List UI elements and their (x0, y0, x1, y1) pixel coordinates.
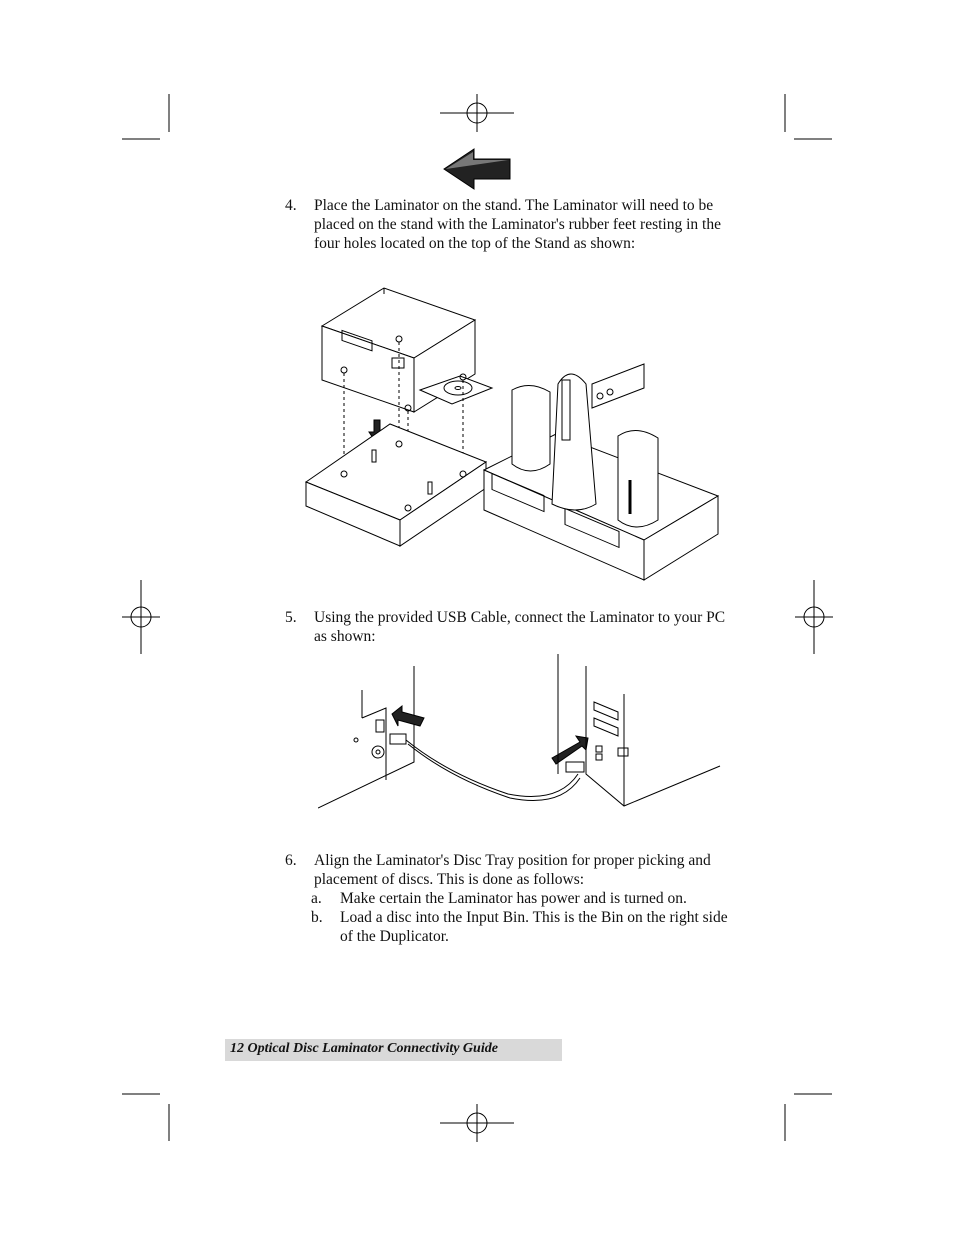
substep-letter: a. (311, 890, 322, 907)
step-5 (285, 608, 735, 646)
registration-mark-icon (440, 1104, 514, 1142)
step-4 (285, 196, 735, 253)
back-arrow-icon[interactable] (440, 146, 514, 192)
registration-mark-icon (795, 580, 833, 654)
substep-text: Load a disc into the Input Bin. This is the Bin on the right side of the Duplicator. (340, 909, 728, 945)
laminator-stand-illustration (300, 284, 725, 584)
step-text: Using the provided USB Cable, connect the Laminator to your PC as shown: (314, 609, 726, 645)
substep-a (311, 889, 735, 908)
substep-letter: b. (311, 909, 323, 926)
substep-text: Make certain the Laminator has power and is turned on. (340, 890, 687, 907)
usb-connection-illustration (318, 654, 722, 810)
registration-mark-icon (122, 580, 160, 654)
page-footer (225, 1039, 562, 1061)
step-number: 6. (285, 852, 297, 869)
step-text: Align the Laminator's Disc Tray position for proper picking and placement of discs. This is done as follows: (314, 852, 711, 888)
substep-b (311, 908, 735, 946)
footer-text: 12 Optical Disc Laminator Connectivity Guide (230, 1041, 498, 1056)
step-text: Place the Laminator on the stand. The Laminator will need to be placed on the stand with the Laminator's rubber feet resting in the four holes located on the top of the Stand as shown: (314, 197, 721, 252)
step-6 (285, 851, 735, 946)
step-number: 5. (285, 609, 297, 626)
step-number: 4. (285, 197, 297, 214)
registration-mark-icon (440, 94, 514, 132)
